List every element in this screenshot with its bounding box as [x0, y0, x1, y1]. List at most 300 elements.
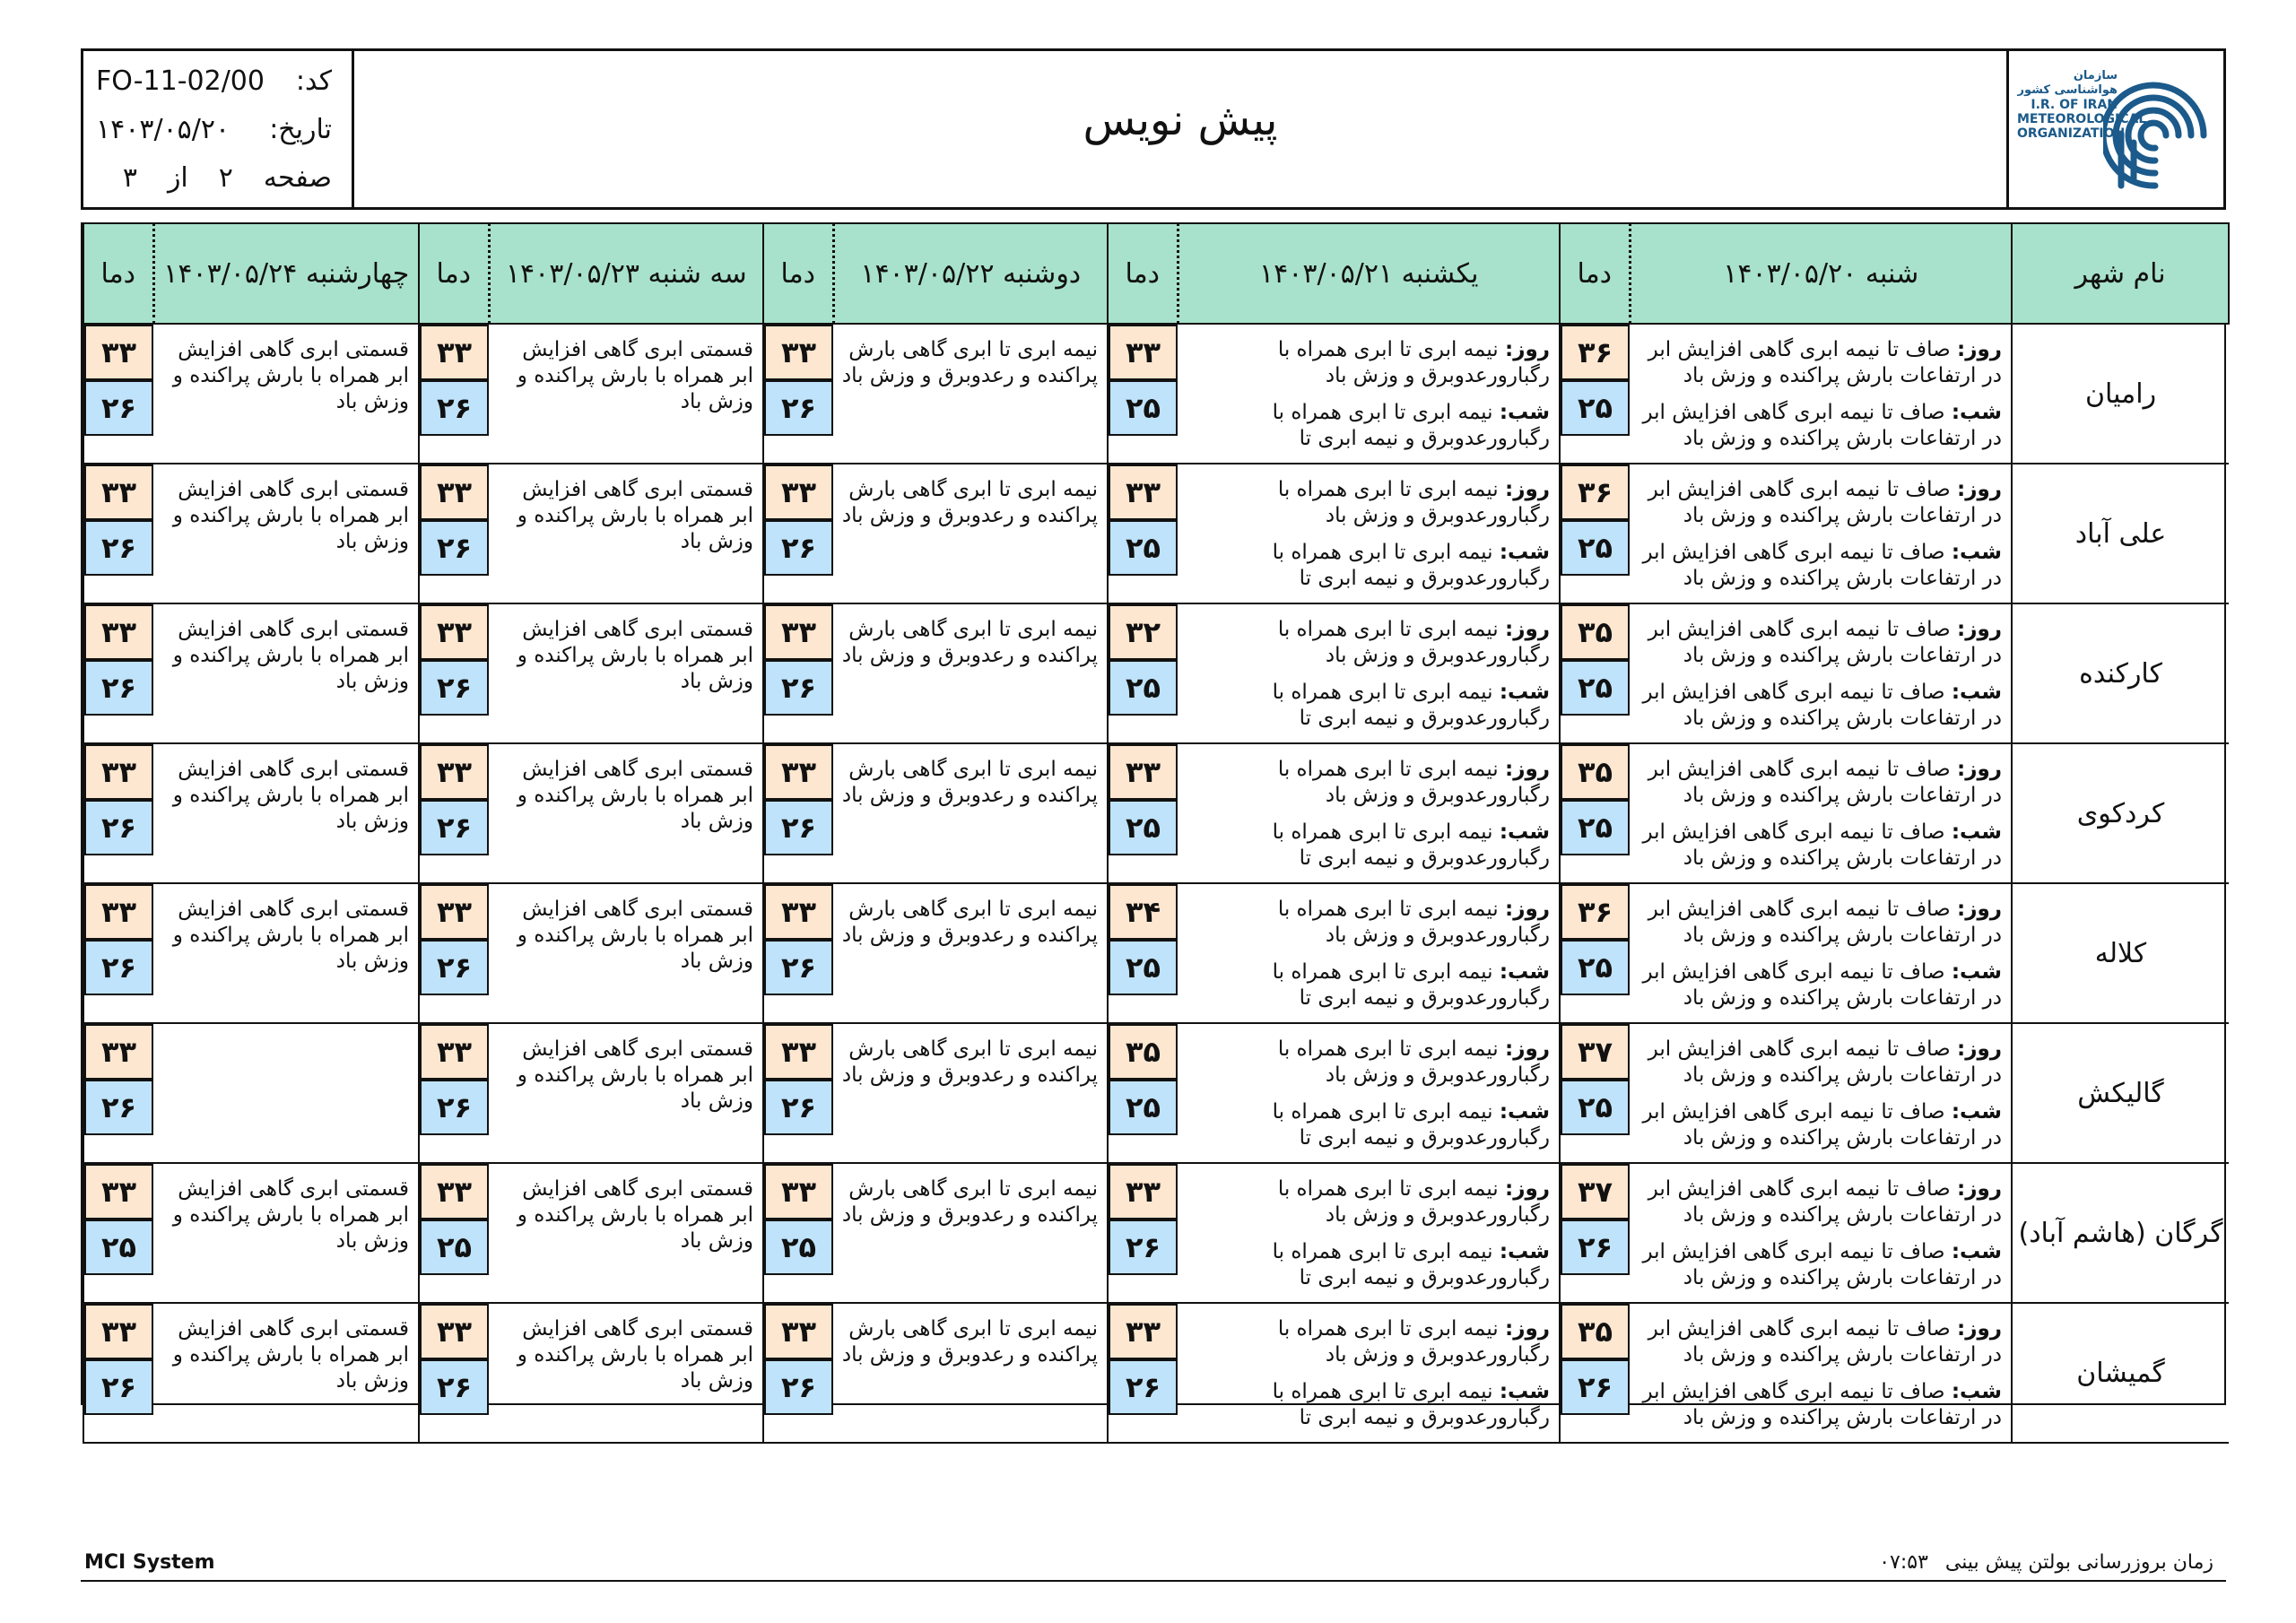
temp-cell-2	[1108, 743, 1178, 883]
temp-min: ۲۶	[764, 1359, 833, 1415]
temp-max: ۳۳	[764, 744, 833, 800]
temp-min: ۲۶	[420, 1080, 489, 1135]
forecast-day-5: قسمتی ابری گاهی افزایش ابر همراه با بارش پراکنده و وزش باد	[153, 1163, 419, 1303]
forecast-day-3: نیمه ابری تا ابری گاهی بارش پراکنده و رعدوبرق و وزش باد	[833, 324, 1108, 464]
forecast-night	[1183, 400, 1550, 452]
forecast-day-2	[1178, 464, 1560, 603]
forecast-day	[1183, 1037, 1550, 1089]
logo-spiral-icon	[2103, 71, 2207, 193]
code-label: کد:	[295, 65, 332, 97]
forecast-night	[1183, 680, 1550, 732]
temp-max: ۳۷	[1561, 1024, 1630, 1080]
forecast-day-1	[1630, 464, 2012, 603]
temp-min: ۲۶	[1109, 1359, 1178, 1415]
forecast-day-4: قسمتی ابری گاهی افزایش ابر همراه با بارش پراکنده و وزش باد	[489, 1303, 763, 1443]
temp-max: ۳۳	[420, 884, 489, 940]
temp-cell-2	[1108, 324, 1178, 464]
temp-cell-5	[83, 1023, 153, 1163]
temp-cell-4	[419, 603, 489, 743]
temp-min: ۲۵	[1109, 660, 1178, 716]
day-text: نیمه ابری تا ابری همراه با رگبارورعدوبرق و وزش باد	[1277, 1037, 1550, 1087]
temp-max: ۳۳	[764, 1024, 833, 1080]
temp-max: ۳۳	[84, 325, 153, 380]
day-text: صاف تا نیمه ابری گاهی افزایش ابر در ارتفاعات بارش پراکنده و وزش باد	[1648, 1037, 2002, 1087]
footer-divider	[81, 1580, 2226, 1582]
night-text: صاف تا نیمه ابری گاهی افزایش ابر در ارتفاعات بارش پراکنده و وزش باد	[1642, 960, 2002, 1010]
forecast-day-5: قسمتی ابری گاهی افزایش ابر همراه با بارش پراکنده و وزش باد	[153, 1303, 419, 1443]
temp-cell-4	[419, 883, 489, 1023]
temp-max: ۳۳	[84, 1164, 153, 1219]
logo-text-en-2: METEOROLOGICAL	[2017, 112, 2147, 126]
day-label: روز:	[1957, 758, 2002, 781]
forecast-day-2	[1178, 603, 1560, 743]
night-label: شب:	[1951, 681, 2002, 704]
temp-cell-3	[763, 883, 833, 1023]
temp-cell-4	[419, 1303, 489, 1443]
forecast-night	[1635, 959, 2002, 1011]
forecast-day-2	[1178, 883, 1560, 1023]
day-label: روز:	[1957, 1037, 2002, 1061]
city-name: کردکوی	[2012, 743, 2229, 883]
temp-max: ۳۳	[84, 744, 153, 800]
forecast-grid	[83, 222, 2230, 1444]
col-temp-2: دما	[1108, 223, 1178, 324]
temp-cell-5	[83, 603, 153, 743]
temp-max: ۳۳	[764, 1304, 833, 1359]
night-text: نیمه ابری تا ابری همراه با رگبارورعدوبرق و نیمه ابری تا	[1272, 1380, 1550, 1429]
night-label: شب:	[1951, 1100, 2002, 1124]
logo-text-en-1: I.R. OF IRAN	[2031, 98, 2118, 112]
temp-min: ۲۵	[1561, 940, 1630, 995]
col-temp-3: دما	[763, 223, 833, 324]
temp-max: ۳۶	[1561, 464, 1630, 520]
temp-cell-1	[1560, 743, 1630, 883]
temp-min: ۲۶	[420, 520, 489, 576]
temp-min: ۲۵	[1109, 940, 1178, 995]
forecast-night	[1183, 820, 1550, 872]
temp-cell-5	[83, 1303, 153, 1443]
temp-max: ۳۳	[1109, 744, 1178, 800]
forecast-day	[1183, 337, 1550, 389]
temp-max: ۳۳	[84, 1304, 153, 1359]
forecast-day-2	[1178, 324, 1560, 464]
city-name: کارکنده	[2012, 603, 2229, 743]
day-text: صاف تا نیمه ابری گاهی افزایش ابر در ارتفاعات بارش پراکنده و وزش باد	[1648, 1177, 2002, 1227]
city-name: گرگان (هاشم آباد)	[2012, 1163, 2229, 1303]
temp-max: ۳۳	[1109, 325, 1178, 380]
temp-cell-4	[419, 324, 489, 464]
temp-cell-1	[1560, 1023, 1630, 1163]
day-label: روز:	[1505, 618, 1550, 641]
forecast-night	[1635, 1379, 2002, 1431]
col-temp-4: دما	[419, 223, 489, 324]
temp-min: ۲۵	[1109, 1080, 1178, 1135]
forecast-day-1	[1630, 1163, 2012, 1303]
forecast-day-3: نیمه ابری تا ابری گاهی بارش پراکنده و رعدوبرق و وزش باد	[833, 883, 1108, 1023]
temp-min: ۲۶	[764, 520, 833, 576]
temp-min: ۲۶	[84, 660, 153, 716]
forecast-day-1	[1630, 1303, 2012, 1443]
temp-max: ۳۵	[1561, 744, 1630, 800]
temp-cell-1	[1560, 324, 1630, 464]
temp-max: ۳۳	[1109, 1304, 1178, 1359]
temp-min: ۲۶	[84, 1359, 153, 1415]
col-day-2: یکشنبه ۱۴۰۳/۰۵/۲۱	[1178, 223, 1560, 324]
forecast-day-1	[1630, 1023, 2012, 1163]
forecast-day-4: قسمتی ابری گاهی افزایش ابر همراه با بارش پراکنده و وزش باد	[489, 883, 763, 1023]
night-label: شب:	[1951, 820, 2002, 844]
table-row	[83, 883, 2229, 1023]
temp-max: ۳۳	[84, 464, 153, 520]
forecast-day-3: نیمه ابری تا ابری گاهی بارش پراکنده و رعدوبرق و وزش باد	[833, 1303, 1108, 1443]
temp-min: ۲۶	[84, 940, 153, 995]
night-text: نیمه ابری تا ابری همراه با رگبارورعدوبرق و نیمه ابری تا	[1272, 1240, 1550, 1289]
temp-min: ۲۶	[84, 380, 153, 436]
temp-cell-1	[1560, 1303, 1630, 1443]
day-label: روز:	[1957, 1177, 2002, 1201]
forecast-day	[1635, 897, 2002, 949]
temp-cell-2	[1108, 1163, 1178, 1303]
night-label: شب:	[1499, 401, 1550, 424]
temp-cell-2	[1108, 1303, 1178, 1443]
temp-max: ۳۳	[84, 884, 153, 940]
day-label: روز:	[1957, 898, 2002, 921]
night-text: صاف تا نیمه ابری گاهی افزایش ابر در ارتفاعات بارش پراکنده و وزش باد	[1642, 401, 2002, 450]
forecast-day-4: قسمتی ابری گاهی افزایش ابر همراه با بارش پراکنده و وزش باد	[489, 324, 763, 464]
temp-cell-5	[83, 743, 153, 883]
temp-cell-3	[763, 1303, 833, 1443]
forecast-day-3: نیمه ابری تا ابری گاهی بارش پراکنده و رعدوبرق و وزش باد	[833, 743, 1108, 883]
forecast-day	[1183, 897, 1550, 949]
night-label: شب:	[1951, 401, 2002, 424]
forecast-night	[1183, 959, 1550, 1011]
forecast-day	[1635, 1037, 2002, 1089]
night-label: شب:	[1499, 681, 1550, 704]
table-body	[83, 324, 2229, 1443]
temp-cell-5	[83, 1163, 153, 1303]
temp-min: ۲۵	[1561, 520, 1630, 576]
night-label: شب:	[1951, 541, 2002, 564]
temp-cell-3	[763, 603, 833, 743]
temp-max: ۳۳	[1109, 1164, 1178, 1219]
day-text: صاف تا نیمه ابری گاهی افزایش ابر در ارتفاعات بارش پراکنده و وزش باد	[1648, 1317, 2002, 1367]
night-text: صاف تا نیمه ابری گاهی افزایش ابر در ارتفاعات بارش پراکنده و وزش باد	[1642, 820, 2002, 870]
temp-cell-4	[419, 464, 489, 603]
temp-min: ۲۶	[764, 940, 833, 995]
temp-max: ۳۳	[420, 1304, 489, 1359]
footer-update-time: ۰۷:۵۳	[1879, 1551, 1928, 1574]
day-label: روز:	[1505, 338, 1550, 361]
col-day-1: شنبه ۱۴۰۳/۰۵/۲۰	[1630, 223, 2012, 324]
temp-min: ۲۵	[1561, 1080, 1630, 1135]
temp-min: ۲۶	[764, 800, 833, 855]
day-text: نیمه ابری تا ابری همراه با رگبارورعدوبرق و وزش باد	[1277, 898, 1550, 947]
temp-max: ۳۳	[84, 604, 153, 660]
forecast-day-4: قسمتی ابری گاهی افزایش ابر همراه با بارش پراکنده و وزش باد	[489, 1023, 763, 1163]
table-row	[83, 1023, 2229, 1163]
forecast-night	[1635, 1099, 2002, 1151]
forecast-night	[1635, 540, 2002, 592]
forecast-night	[1635, 400, 2002, 452]
city-name: علی آباد	[2012, 464, 2229, 603]
code-value: FO-11-02/00	[96, 65, 265, 97]
night-text: صاف تا نیمه ابری گاهی افزایش ابر در ارتفاعات بارش پراکنده و وزش باد	[1642, 681, 2002, 730]
night-label: شب:	[1951, 1240, 2002, 1263]
temp-max: ۳۳	[764, 884, 833, 940]
forecast-day-2	[1178, 743, 1560, 883]
temp-max: ۳۳	[764, 604, 833, 660]
forecast-night	[1183, 540, 1550, 592]
forecast-night	[1183, 1099, 1550, 1151]
temp-cell-5	[83, 324, 153, 464]
temp-max: ۳۵	[1561, 604, 1630, 660]
footer-update-label: زمان بروزرسانی بولتن پیش بینی	[1944, 1551, 2213, 1574]
footer-system: MCI System	[84, 1551, 215, 1574]
logo-text-en-3: ORGANIZATION	[2017, 126, 2126, 141]
forecast-day-4: قسمتی ابری گاهی افزایش ابر همراه با بارش پراکنده و وزش باد	[489, 464, 763, 603]
temp-max: ۳۴	[1109, 884, 1178, 940]
temp-cell-5	[83, 464, 153, 603]
day-label: روز:	[1505, 1037, 1550, 1061]
date-value: ۱۴۰۳/۰۵/۲۰	[96, 114, 230, 145]
forecast-day-3: نیمه ابری تا ابری گاهی بارش پراکنده و رعدوبرق و وزش باد	[833, 603, 1108, 743]
temp-max: ۳۳	[1109, 464, 1178, 520]
temp-max: ۳۵	[1109, 1024, 1178, 1080]
temp-max: ۳۵	[1561, 1304, 1630, 1359]
page-current: ۲	[218, 162, 233, 194]
temp-cell-1	[1560, 464, 1630, 603]
night-label: شب:	[1951, 960, 2002, 984]
temp-max: ۳۳	[420, 464, 489, 520]
day-text: صاف تا نیمه ابری گاهی افزایش ابر در ارتفاعات بارش پراکنده و وزش باد	[1648, 898, 2002, 947]
day-label: روز:	[1957, 338, 2002, 361]
day-text: نیمه ابری تا ابری همراه با رگبارورعدوبرق و وزش باد	[1277, 758, 1550, 807]
forecast-day-3: نیمه ابری تا ابری گاهی بارش پراکنده و رعدوبرق و وزش باد	[833, 1023, 1108, 1163]
day-label: روز:	[1505, 898, 1550, 921]
document-info	[83, 51, 354, 207]
temp-min: ۲۶	[420, 1359, 489, 1415]
night-label: شب:	[1499, 541, 1550, 564]
forecast-day-4: قسمتی ابری گاهی افزایش ابر همراه با بارش پراکنده و وزش باد	[489, 743, 763, 883]
night-label: شب:	[1951, 1380, 2002, 1403]
temp-cell-3	[763, 464, 833, 603]
temp-cell-2	[1108, 464, 1178, 603]
forecast-night	[1635, 820, 2002, 872]
temp-cell-2	[1108, 603, 1178, 743]
temp-min: ۲۶	[764, 1080, 833, 1135]
day-text: نیمه ابری تا ابری همراه با رگبارورعدوبرق و وزش باد	[1277, 618, 1550, 667]
city-name: کلاله	[2012, 883, 2229, 1023]
forecast-table	[81, 222, 2226, 1429]
col-temp-1: دما	[1560, 223, 1630, 324]
day-label: روز:	[1505, 1317, 1550, 1341]
temp-cell-4	[419, 1163, 489, 1303]
temp-cell-3	[763, 1163, 833, 1303]
day-label: روز:	[1957, 1317, 2002, 1341]
temp-max: ۳۳	[764, 325, 833, 380]
night-text: نیمه ابری تا ابری همراه با رگبارورعدوبرق و نیمه ابری تا	[1272, 820, 1550, 870]
city-name: رامیان	[2012, 324, 2229, 464]
city-name: گالیکش	[2012, 1023, 2229, 1163]
night-text: نیمه ابری تا ابری همراه با رگبارورعدوبرق و نیمه ابری تا	[1272, 1100, 1550, 1150]
table-row	[83, 324, 2229, 464]
col-day-3: دوشنبه ۱۴۰۳/۰۵/۲۲	[833, 223, 1108, 324]
forecast-day	[1635, 757, 2002, 809]
temp-min: ۲۶	[420, 660, 489, 716]
temp-max: ۳۳	[420, 744, 489, 800]
forecast-day-5: قسمتی ابری گاهی افزایش ابر همراه با بارش پراکنده و وزش باد	[153, 464, 419, 603]
night-text: صاف تا نیمه ابری گاهی افزایش ابر در ارتفاعات بارش پراکنده و وزش باد	[1642, 1240, 2002, 1289]
temp-max: ۳۳	[420, 325, 489, 380]
forecast-day	[1635, 1176, 2002, 1228]
forecast-night	[1183, 1239, 1550, 1291]
forecast-night	[1635, 1239, 2002, 1291]
day-text: صاف تا نیمه ابری گاهی افزایش ابر در ارتفاعات بارش پراکنده و وزش باد	[1648, 338, 2002, 387]
temp-min: ۲۵	[420, 1219, 489, 1275]
day-text: نیمه ابری تا ابری همراه با رگبارورعدوبرق و وزش باد	[1277, 1177, 1550, 1227]
temp-max: ۳۳	[764, 1164, 833, 1219]
temp-cell-1	[1560, 1163, 1630, 1303]
table-row	[83, 1163, 2229, 1303]
forecast-day-4: قسمتی ابری گاهی افزایش ابر همراه با بارش پراکنده و وزش باد	[489, 603, 763, 743]
night-text: صاف تا نیمه ابری گاهی افزایش ابر در ارتفاعات بارش پراکنده و وزش باد	[1642, 541, 2002, 590]
temp-cell-3	[763, 743, 833, 883]
forecast-night	[1635, 680, 2002, 732]
night-label: شب:	[1499, 960, 1550, 984]
forecast-day-2	[1178, 1023, 1560, 1163]
table-row	[83, 603, 2229, 743]
temp-max: ۳۳	[84, 1024, 153, 1080]
forecast-day-5: قسمتی ابری گاهی افزایش ابر همراه با بارش پراکنده و وزش باد	[153, 603, 419, 743]
temp-min: ۲۶	[764, 380, 833, 436]
temp-max: ۳۳	[420, 604, 489, 660]
temp-min: ۲۶	[84, 1080, 153, 1135]
temp-min: ۲۶	[1561, 1219, 1630, 1275]
night-label: شب:	[1499, 1380, 1550, 1403]
temp-min: ۲۵	[1561, 800, 1630, 855]
forecast-day-1	[1630, 743, 2012, 883]
table-row	[83, 464, 2229, 603]
day-label: روز:	[1505, 1177, 1550, 1201]
temp-max: ۳۳	[420, 1024, 489, 1080]
date-label: تاریخ:	[269, 114, 332, 145]
temp-cell-1	[1560, 603, 1630, 743]
temp-cell-3	[763, 1023, 833, 1163]
forecast-day	[1183, 1176, 1550, 1228]
footer-update	[1879, 1551, 2213, 1574]
city-name: گمیشان	[2012, 1303, 2229, 1443]
temp-min: ۲۵	[84, 1219, 153, 1275]
forecast-day-5	[153, 1023, 419, 1163]
temp-cell-3	[763, 324, 833, 464]
temp-cell-5	[83, 883, 153, 1023]
night-text: نیمه ابری تا ابری همراه با رگبارورعدوبرق و نیمه ابری تا	[1272, 960, 1550, 1010]
day-label: روز:	[1957, 618, 2002, 641]
temp-min: ۲۶	[84, 800, 153, 855]
logo-text-fa: سازمان هواشناسی کشور	[2017, 69, 2118, 97]
page-title: پیش نویس	[1083, 95, 1278, 145]
forecast-day-5: قسمتی ابری گاهی افزایش ابر همراه با بارش پراکنده و وزش باد	[153, 883, 419, 1023]
day-text: نیمه ابری تا ابری همراه با رگبارورعدوبرق و وزش باد	[1277, 1317, 1550, 1367]
forecast-day-2	[1178, 1303, 1560, 1443]
page-label: صفحه	[263, 162, 332, 194]
col-city: نام شهر	[2012, 223, 2229, 324]
temp-min: ۲۶	[1109, 1219, 1178, 1275]
temp-min: ۲۵	[764, 1219, 833, 1275]
temp-cell-2	[1108, 883, 1178, 1023]
forecast-day-2	[1178, 1163, 1560, 1303]
temp-min: ۲۵	[1109, 800, 1178, 855]
forecast-day-4: قسمتی ابری گاهی افزایش ابر همراه با بارش پراکنده و وزش باد	[489, 1163, 763, 1303]
temp-min: ۲۶	[420, 800, 489, 855]
temp-min: ۲۵	[1561, 380, 1630, 436]
forecast-day-3: نیمه ابری تا ابری گاهی بارش پراکنده و رعدوبرق و وزش باد	[833, 1163, 1108, 1303]
temp-max: ۳۳	[764, 464, 833, 520]
forecast-day	[1635, 477, 2002, 529]
temp-min: ۲۶	[1561, 1359, 1630, 1415]
temp-min: ۲۶	[764, 660, 833, 716]
night-label: شب:	[1499, 1100, 1550, 1124]
col-day-5: چهارشنبه ۱۴۰۳/۰۵/۲۴	[153, 223, 419, 324]
forecast-day	[1635, 337, 2002, 389]
forecast-day	[1183, 477, 1550, 529]
forecast-night	[1183, 1379, 1550, 1431]
night-text: نیمه ابری تا ابری همراه با رگبارورعدوبرق و نیمه ابری تا	[1272, 681, 1550, 730]
forecast-day	[1183, 757, 1550, 809]
night-text: نیمه ابری تا ابری همراه با رگبارورعدوبرق و نیمه ابری تا	[1272, 541, 1550, 590]
day-text: صاف تا نیمه ابری گاهی افزایش ابر در ارتفاعات بارش پراکنده و وزش باد	[1648, 618, 2002, 667]
forecast-day-1	[1630, 883, 2012, 1023]
day-text: صاف تا نیمه ابری گاهی افزایش ابر در ارتفاعات بارش پراکنده و وزش باد	[1648, 758, 2002, 807]
temp-min: ۲۶	[84, 520, 153, 576]
col-day-4: سه شنبه ۱۴۰۳/۰۵/۲۳	[489, 223, 763, 324]
day-label: روز:	[1505, 758, 1550, 781]
night-text: نیمه ابری تا ابری همراه با رگبارورعدوبرق و نیمه ابری تا	[1272, 401, 1550, 450]
temp-cell-4	[419, 1023, 489, 1163]
table-row	[83, 1303, 2229, 1443]
forecast-day	[1635, 1316, 2002, 1368]
page-total: ۳	[122, 162, 137, 194]
table-row	[83, 743, 2229, 883]
temp-cell-2	[1108, 1023, 1178, 1163]
temp-max: ۳۶	[1561, 884, 1630, 940]
forecast-day	[1183, 617, 1550, 669]
night-text: صاف تا نیمه ابری گاهی افزایش ابر در ارتفاعات بارش پراکنده و وزش باد	[1642, 1100, 2002, 1150]
col-temp-5: دما	[83, 223, 153, 324]
temp-max: ۳۳	[420, 1164, 489, 1219]
forecast-day-5: قسمتی ابری گاهی افزایش ابر همراه با بارش پراکنده و وزش باد	[153, 324, 419, 464]
day-text: صاف تا نیمه ابری گاهی افزایش ابر در ارتفاعات بارش پراکنده و وزش باد	[1648, 478, 2002, 527]
temp-max: ۳۷	[1561, 1164, 1630, 1219]
table-header	[83, 223, 2229, 324]
day-label: روز:	[1957, 478, 2002, 501]
night-label: شب:	[1499, 1240, 1550, 1263]
forecast-day	[1183, 1316, 1550, 1368]
temp-max: ۳۶	[1561, 325, 1630, 380]
day-label: روز:	[1505, 478, 1550, 501]
forecast-day	[1635, 617, 2002, 669]
temp-max: ۳۲	[1109, 604, 1178, 660]
temp-min: ۲۶	[420, 380, 489, 436]
document-header	[81, 48, 2226, 210]
logo	[2006, 51, 2223, 207]
temp-min: ۲۵	[1109, 520, 1178, 576]
night-label: شب:	[1499, 820, 1550, 844]
forecast-day-1	[1630, 324, 2012, 464]
forecast-day-5: قسمتی ابری گاهی افزایش ابر همراه با بارش پراکنده و وزش باد	[153, 743, 419, 883]
forecast-day-1	[1630, 603, 2012, 743]
day-text: نیمه ابری تا ابری همراه با رگبارورعدوبرق و وزش باد	[1277, 338, 1550, 387]
